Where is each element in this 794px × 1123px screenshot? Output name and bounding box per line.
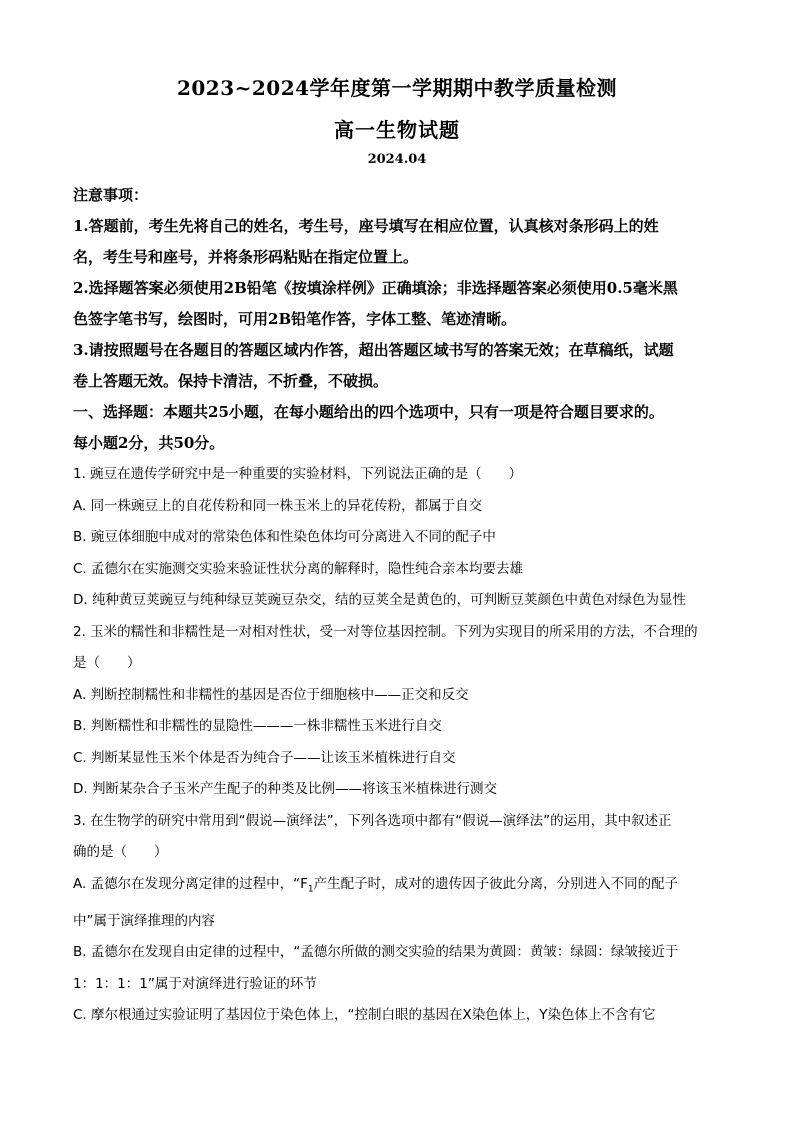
question-2-option-d: D. 判断某杂合子玉米产生配子的种类及比例——将该玉米植株进行测交: [73, 781, 497, 797]
question-3-option-a: [73, 869, 723, 906]
question-2-stem-cont: 是（ ）: [73, 655, 141, 671]
question-3-option-a-post: 产生配子时，成对的遗传因子彼此分离，分别进入不同的配子: [313, 875, 679, 892]
notice-line: 3.请按照题号在各题目的答题区域内作答，超出答题区域书写的答案无效；在草稿纸，试题: [73, 341, 674, 359]
question-2-option-a: A. 判断控制糯性和非糯性的基因是否位于细胞核中——正交和反交: [73, 686, 469, 703]
question-1-option-b: B. 豌豆体细胞中成对的常染色体和性染色体均可分离进入不同的配子中: [73, 529, 496, 545]
notice-line: 1.答题前，考生先将自己的姓名，考生号，座号填写在相应位置，认真核对条形码上的姓: [73, 217, 659, 235]
question-3-option-a-pre: A. 孟德尔在发现分离定律的过程中，“F: [73, 875, 308, 892]
exam-subtitle: 高一生物试题: [334, 118, 460, 142]
question-3-option-a-cont: 中”属于演绎推理的内容: [73, 912, 215, 929]
notice-line: 色签字笔书写，绘图时，可用2B铅笔作答，字体工整、笔迹清晰。: [73, 310, 517, 328]
question-3-option-b: B. 孟德尔在发现自由定律的过程中，“孟德尔所做的测交实验的结果为黄圆：黄皱：绿圆：绿皱接近于: [73, 944, 679, 961]
question-1-option-d: D. 纯种黄豆荚豌豆与纯种绿豆荚豌豆杂交，结的豆荚全是黄色的，可判断豆荚颜色中黄色对绿色为显性: [73, 592, 686, 608]
exam-title: 2023~2024学年度第一学期期中教学质量检测: [176, 76, 618, 100]
question-3-option-c: C. 摩尔根通过实验证明了基因位于染色体上，“控制白眼的基因在X染色体上，Y染色体上不含有它: [73, 1007, 656, 1024]
question-2-option-b: B. 判断糯性和非糯性的显隐性———一株非糯性玉米进行自交: [73, 718, 442, 734]
question-1-option-a: A. 同一株豌豆上的自花传粉和同一株玉米上的异花传粉，都属于自交: [73, 497, 483, 514]
question-3-stem: 3. 在生物学的研究中常用到“假说—演绎法”，下列各选项中都有“假说—演绎法”的运用，其中叙述正: [73, 812, 672, 829]
notice-line: 卷上答题无效。保持卡清洁，不折叠，不破损。: [73, 372, 389, 390]
question-2-stem: 2. 玉米的糯性和非糯性是一对相对性状，受一对等位基因控制。下列为实现目的所采用的方法，不合理的: [73, 623, 698, 640]
notice-line: 名，考生号和座号，并将条形码粘贴在指定位置上。: [73, 248, 419, 266]
notice-line: 2.选择题答案必须使用2B铅笔《按填涂样例》正确填涂；非选择题答案必须使用0.5毫米黑: [73, 279, 678, 297]
subscript: 1: [307, 884, 314, 895]
section-heading: 每小题2分，共50分。: [73, 434, 225, 452]
question-3-stem-cont: 确的是（ ）: [73, 844, 168, 860]
notice-heading: 注意事项：: [73, 186, 149, 204]
question-1-option-c: C. 孟德尔在实施测交实验来验证性状分离的解释时，隐性纯合亲本均要去雄: [73, 560, 524, 577]
question-1-stem: 1. 豌豆在遗传学研究中是一种重要的实验材料，下列说法正确的是（ ）: [73, 466, 523, 482]
question-3-option-b-cont: 1：1：1：1”属于对演绎进行验证的环节: [73, 975, 317, 992]
section-heading: 一、选择题：本题共25小题，在每小题给出的四个选项中，只有一项是符合题目要求的。: [73, 403, 664, 421]
exam-date: 2024.04: [367, 152, 427, 167]
question-2-option-c: C. 判断某显性玉米个体是否为纯合子——让该玉米植株进行自交: [73, 749, 456, 766]
exam-body: [73, 180, 723, 1032]
